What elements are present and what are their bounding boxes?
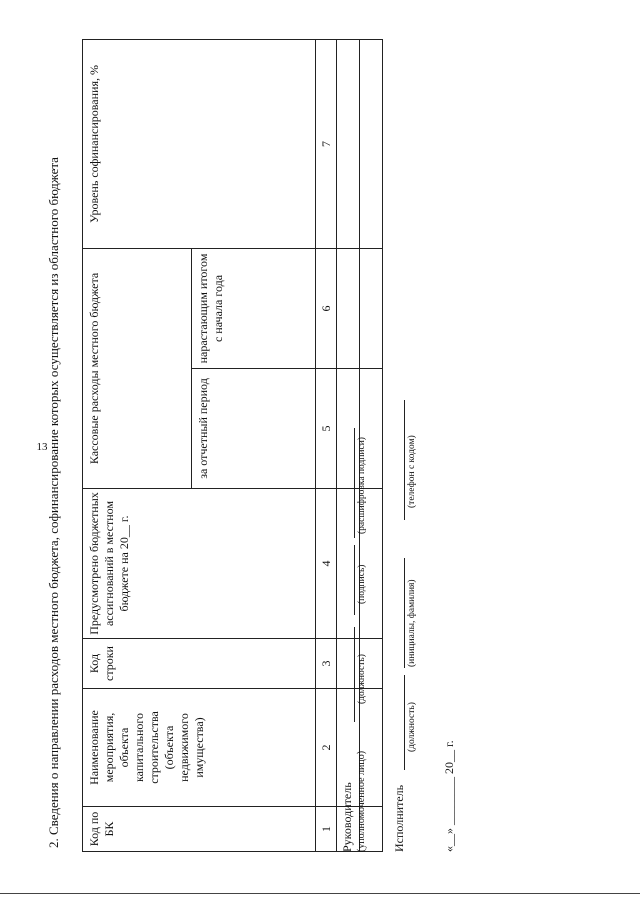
column-number: 3	[316, 639, 337, 689]
header-cash-expenses: Кассовые расходы местного бюджета	[83, 248, 192, 488]
column-number: 1	[316, 807, 337, 852]
report-table	[82, 39, 383, 852]
header-cumulative-total: нарастающим итогом с начала года	[192, 248, 316, 368]
column-number: 7	[316, 39, 337, 248]
column-number: 2	[316, 689, 337, 807]
date-line: «__» ________ 20__ г.	[442, 740, 456, 852]
header-cofinancing-level: Уровень софинансирования, %	[83, 39, 316, 248]
header-reporting-period: за отчетный период	[192, 369, 316, 489]
column-number: 4	[316, 489, 337, 639]
column-number: 5	[316, 369, 337, 489]
header-code-bk: Код по БК	[83, 807, 316, 852]
page-bottom-rule	[0, 893, 640, 894]
head-position-line	[354, 627, 355, 722]
page-number: 13	[36, 441, 48, 453]
head-decode-caption: (расшифровка подписи)	[357, 437, 367, 534]
table-cell	[337, 248, 360, 368]
head-sign-line	[354, 545, 355, 615]
header-row-code: Код строки	[83, 639, 316, 689]
head-sign-caption: (подпись)	[357, 564, 367, 604]
executor-name-line	[404, 558, 405, 668]
head-position-caption: (должность)	[357, 654, 367, 704]
executor-label: Исполнитель	[392, 784, 406, 852]
column-number-row	[316, 39, 337, 851]
table-cell	[360, 248, 383, 368]
executor-phone-line	[404, 400, 405, 520]
column-number: 6	[316, 248, 337, 368]
executor-position-caption: (должность)	[407, 702, 417, 752]
executor-phone-caption: (телефон с кодом)	[407, 435, 417, 508]
head-decode-line	[354, 428, 355, 538]
head-label: Руководитель	[340, 782, 354, 852]
executor-position-line	[404, 675, 405, 770]
table-cell	[337, 39, 360, 248]
table-cell	[360, 39, 383, 248]
header-activity-name: Наименование мероприятия, объекта капитального строительства (объекта недвижимого имущества)	[83, 689, 316, 807]
executor-name-caption: (инициалы, фамилия)	[407, 579, 417, 667]
section-title: 2. Сведения о направлении расходов местного бюджета, софинансирование которых осуществляется из областного бюджета	[46, 157, 61, 848]
header-planned-allocations: Предусмотрено бюджетных ассигнований в местном бюджете на 20__ г.	[83, 489, 316, 639]
head-sublabel: (уполномоченное лицо)	[356, 750, 367, 852]
